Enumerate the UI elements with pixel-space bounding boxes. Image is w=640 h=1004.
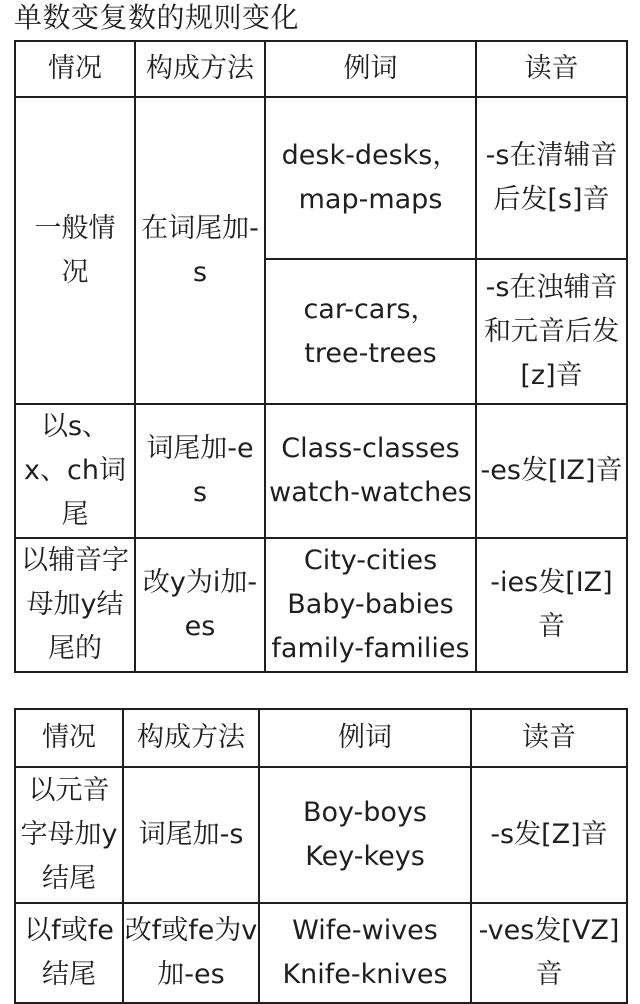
table-row — [15, 404, 627, 538]
examples-cell — [265, 538, 476, 672]
header-situation: 情况 — [15, 709, 123, 767]
method-cell: 词尾加-s — [123, 767, 259, 903]
header-situation: 情况 — [15, 41, 135, 97]
header-pronunciation: 读音 — [476, 41, 627, 97]
pronunciation-cell: -ies发[IZ]音 — [476, 538, 627, 672]
plural-rules-table-2 — [14, 708, 628, 1004]
pronunciation-cell: -s在浊辅音和元音后发[z]音 — [476, 259, 627, 404]
header-pronunciation: 读音 — [471, 709, 627, 767]
header-method: 构成方法 — [135, 41, 265, 97]
table-row — [15, 538, 627, 672]
pronunciation-cell: -s在清辅音后发[s]音 — [476, 97, 627, 259]
examples-cell — [265, 259, 476, 404]
example-word: map-maps — [298, 184, 443, 215]
pronunciation-cell: -ves发[VZ]音 — [471, 903, 627, 1003]
table-header-row — [15, 41, 627, 97]
example-word: car-cars， — [303, 293, 438, 325]
examples-cell — [259, 767, 471, 903]
header-examples: 例词 — [259, 709, 471, 767]
example-word: Class-classes — [281, 433, 460, 464]
method-cell: 在词尾加-s — [135, 97, 265, 404]
header-method: 构成方法 — [123, 709, 259, 767]
example-word: Wife-wives — [292, 915, 438, 946]
pronunciation-cell: -s发[Z]音 — [471, 767, 627, 903]
method-cell: 改y为i加-es — [135, 538, 265, 672]
table-row — [15, 903, 627, 1003]
examples-cell — [265, 404, 476, 538]
example-word: watch-watches — [269, 477, 472, 508]
method-cell: 词尾加-es — [135, 404, 265, 538]
example-word: tree-trees — [304, 337, 437, 369]
examples-cell — [259, 903, 471, 1003]
situation-cell: 以f或fe结尾 — [15, 903, 123, 1003]
example-word: City-cities — [303, 545, 438, 576]
situation-cell: 一般情况 — [15, 97, 135, 404]
pronunciation-cell: -es发[IZ]音 — [476, 404, 627, 538]
table-row — [15, 767, 627, 903]
table-header-row — [15, 709, 627, 767]
situation-cell: 以元音字母加y结尾 — [15, 767, 123, 903]
examples-cell — [265, 97, 476, 259]
plural-rules-table-1 — [14, 40, 628, 673]
situation-cell: 以辅音字母加y结尾的 — [15, 538, 135, 672]
table-row — [15, 97, 627, 259]
page-title: 单数变复数的规则变化 — [14, 1, 300, 34]
example-word: Knife-knives — [282, 959, 448, 990]
example-word: desk-desks， — [281, 140, 460, 171]
header-examples: 例词 — [265, 41, 476, 97]
method-cell: 改f或fe为v加-es — [123, 903, 259, 1003]
situation-cell: 以s、x、ch词尾 — [15, 404, 135, 538]
example-word: Baby-babies — [287, 589, 454, 620]
example-word: Boy-boys — [303, 797, 427, 828]
example-word: Key-keys — [305, 841, 425, 872]
example-word: family-families — [271, 633, 470, 664]
